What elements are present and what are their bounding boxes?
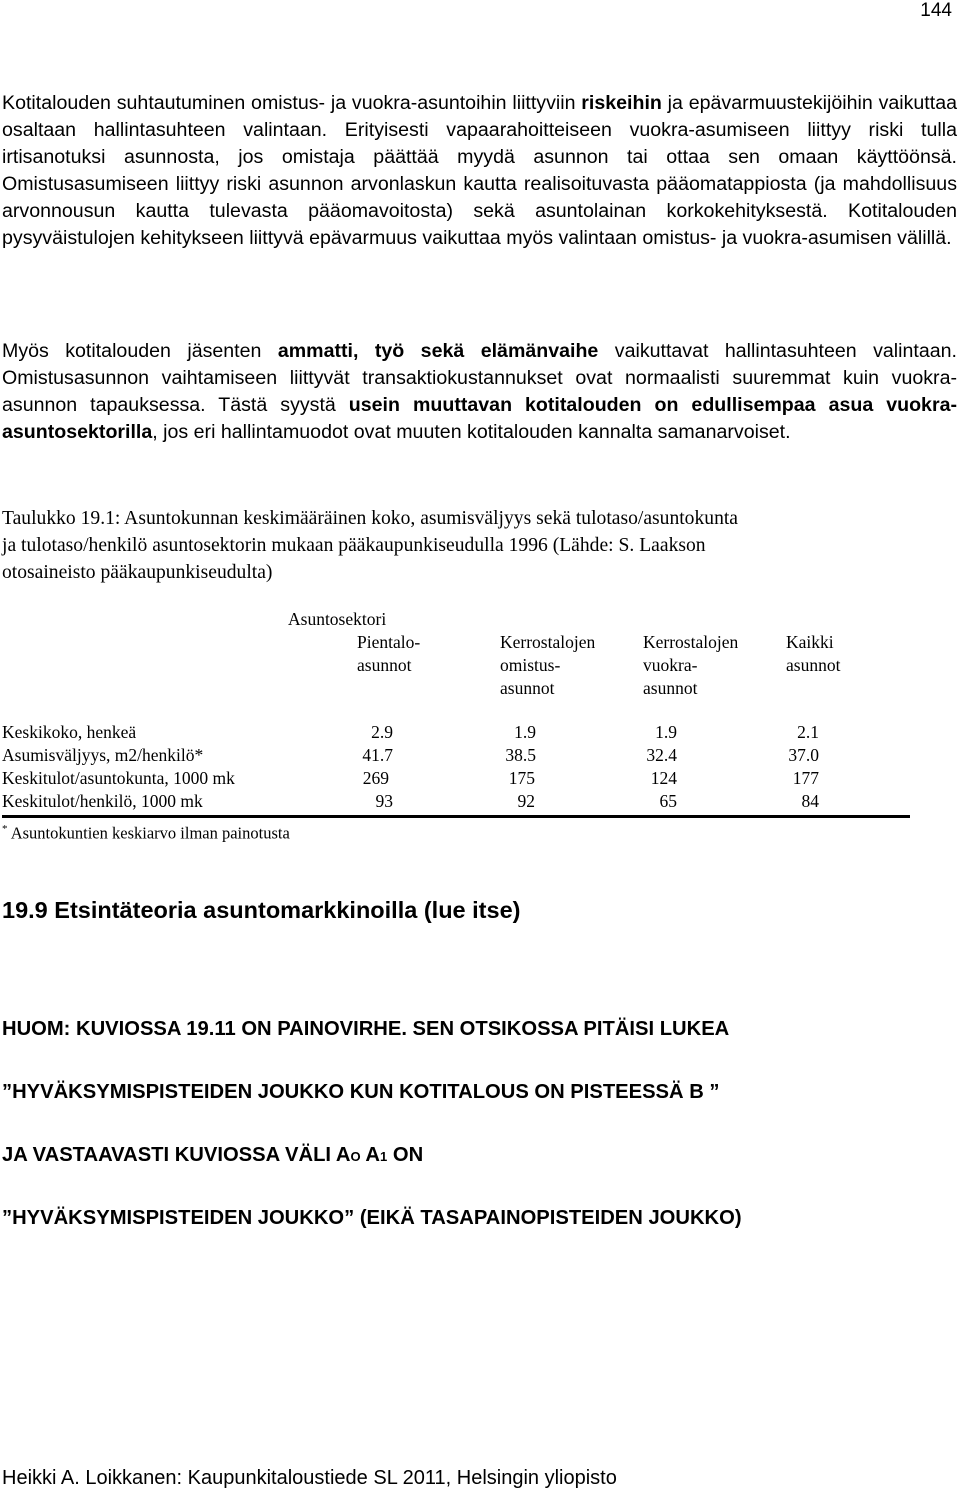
notice-line (2, 1144, 423, 1167)
page-number: 144 (920, 0, 952, 21)
notice-line: ”HYVÄKSYMISPISTEIDEN JOUKKO” (EIKÄ TASAPAINOPISTEIDEN JOUKKO) (2, 1207, 742, 1229)
table-cell: 32.4 (646, 745, 677, 765)
notice-text: A (360, 1144, 381, 1166)
table-group-header: Asuntosektori (288, 609, 387, 629)
row-label: Keskitulot/asuntokunta, 1000 mk (2, 768, 235, 788)
row-label: Keskikoko, henkeä (2, 722, 137, 742)
column-header (357, 631, 420, 677)
row-label: Keskitulot/henkilö, 1000 mk (2, 791, 203, 811)
table-cell: 92 (517, 791, 535, 811)
paragraph-text: Myös kotitalouden jäsenten (2, 340, 278, 362)
column-header (786, 631, 840, 677)
caption-line: Taulukko 19.1: Asuntokunnan keskimääräinen koko, asumisväljyys sekä tulotaso/asuntokunta (2, 508, 739, 529)
footnote-mark: * (2, 823, 8, 835)
column-header-line: asunnot (357, 654, 412, 675)
table-footnote (2, 818, 290, 845)
column-header-line: asunnot (786, 654, 841, 675)
bold-term: usein muuttavan kotitalouden on edullisempaa asua vuokra-asuntosektorilla (2, 394, 957, 444)
table-cell: 38.5 (505, 745, 536, 765)
table-cell: 84 (801, 791, 819, 811)
notice-text: ON (387, 1144, 424, 1166)
column-header-line: Pientalo- (357, 632, 421, 652)
paragraph-text: ja epävarmuustekijöihin vaikuttaa osaltaan hallintasuhteen valintaan. Erityisesti vapaarahoitteiseen vuokra-asumiseen liittyy riski tulla irtisanotuksi asunnosta, jos omistaja päättää myydä asunnon tai ottaa sen omaan käyttöönsä. Omistusasumiseen liittyy riski asunnon arvonlaskun kautta realisoituvasta pääomatappiosta (ja mahdollisuus arvonnousun kautta tulevasta pääomavoitosta) sekä asuntolainan korkokehityksestä. Kotitalouden pysyväistulojen kehitykseen liittyvä epävarmuus vaikuttaa myös valintaan omistus- ja vuokra-asumisen välillä. (2, 92, 957, 250)
row-label: Asumisväljyys, m2/henkilö* (2, 745, 204, 765)
table-cell: 1.9 (655, 722, 677, 742)
paragraph-occupation (2, 338, 957, 446)
bold-term: riskeihin (581, 92, 662, 114)
subscript: O (350, 1149, 361, 1164)
table-cell: 37.0 (788, 745, 819, 765)
column-header (500, 631, 595, 699)
table-cell: 124 (650, 768, 677, 788)
subscript: 1 (380, 1149, 388, 1164)
column-header (643, 631, 738, 699)
column-header-line: asunnot (643, 677, 698, 698)
column-header-line: omistus- (500, 654, 561, 675)
table-cell: 2.1 (797, 722, 819, 742)
table-cell: 93 (375, 791, 393, 811)
column-header-line: vuokra- (643, 654, 698, 675)
table-cell: 65 (659, 791, 677, 811)
column-header-line: Kerrostalojen (500, 632, 596, 652)
paragraph-risks (2, 90, 957, 253)
paragraph-text: Kotitalouden suhtautuminen omistus- ja vuokra-asuntoihin liittyviin (2, 92, 582, 114)
column-header-line: Kerrostalojen (643, 632, 739, 652)
column-header-line: Kaikki (786, 632, 834, 652)
paragraph-text: vaikuttavat hallintasuhteen valintaan. Omistusasunnon vaihtamiseen liittyvät transaktiokustannukset ovat normaalisti suuremmat kuin vuokra-asunnon tapauksessa. Tästä syystä (2, 340, 957, 417)
caption-line: otosaineisto pääkaupunkiseudulta) (2, 562, 273, 583)
table-cell: 175 (508, 768, 535, 788)
table-cell: 2.9 (371, 722, 393, 742)
bold-term: ammatti, työ sekä elämänvaihe (277, 340, 599, 362)
table-cell: 269 (362, 768, 389, 788)
table-cell: 1.9 (514, 722, 536, 742)
section-heading: 19.9 Etsintäteoria asuntomarkkinoilla (lue itse) (2, 897, 521, 923)
footnote-text: Asuntokuntien keskiarvo ilman painotusta (7, 823, 290, 843)
column-header-line: asunnot (500, 677, 555, 698)
page-footer: Heikki A. Loikkanen: Kaupunkitaloustiede SL 2011, Helsingin yliopisto (2, 1467, 617, 1489)
notice-line: HUOM: KUVIOSSA 19.11 ON PAINOVIRHE. SEN OTSIKOSSA PITÄISI LUKEA (2, 1018, 730, 1040)
table-caption (2, 505, 932, 586)
notice-text: JA VASTAAVASTI KUVIOSSA VÄLI A (2, 1144, 351, 1166)
notice-line: ”HYVÄKSYMISPISTEIDEN JOUKKO KUN KOTITALOUS ON PISTEESSÄ B ” (2, 1081, 720, 1103)
table-cell: 177 (792, 768, 819, 788)
caption-line: ja tulotaso/henkilö asuntosektorin mukaan pääkaupunkiseudulla 1996 (Lähde: S. Laakson (2, 535, 706, 556)
table-cell: 41.7 (362, 745, 393, 765)
paragraph-text: , jos eri hallintamuodot ovat muuten kotitalouden kannalta samanarvoiset. (152, 421, 791, 444)
